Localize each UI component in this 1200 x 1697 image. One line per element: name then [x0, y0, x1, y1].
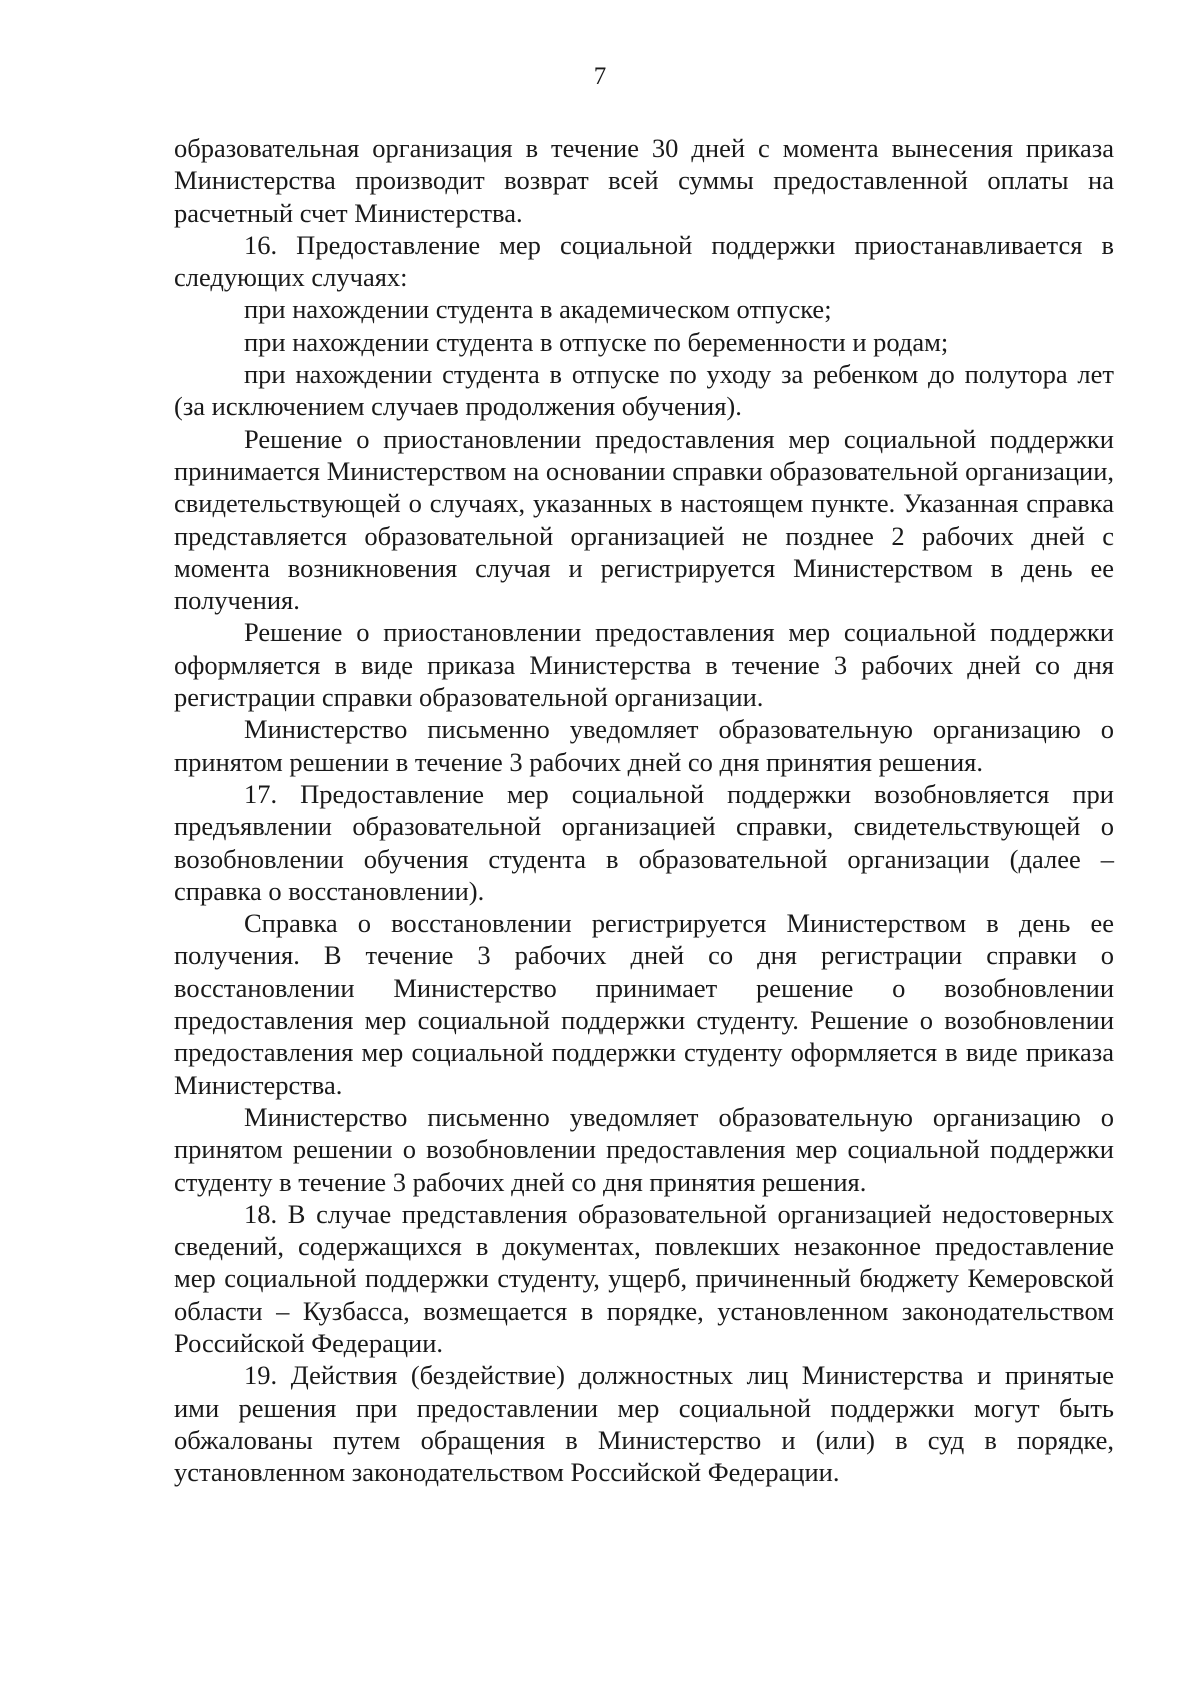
paragraph-continuation: образовательная организация в течение 30 дней с момента вынесения приказа Министерства производит возврат всей суммы предоставленной оплаты на расчетный счет Министерства.: [174, 133, 1114, 228]
paragraph-item-16: 16. Предоставление мер социальной поддержки приостанавливается в следующих случаях:: [174, 229, 1114, 293]
paragraph-item-17: 17. Предоставление мер социальной поддержки возобновляется при предъявлении образовательной организацией справки, свидетельствующей о возобновлении обучения студента в образовательной организации (далее – справка о восстановлении).: [174, 778, 1114, 906]
paragraph-restoration-notification: Министерство письменно уведомляет образовательную организацию о принятом решении о возобновлении предоставления мер социальной поддержки студенту в течение 3 рабочих дней со дня принятия решения.: [174, 1101, 1114, 1197]
paragraph-item-19: 19. Действия (бездействие) должностных лиц Министерства и принятые ими решения при предоставлении мер социальной поддержки могут быть обжалованы путем обращения в Министерство и (или) в суд в порядке, установленном законодательством Российской Федерации.: [174, 1360, 1114, 1488]
paragraph-suspension-notification: Министерство письменно уведомляет образовательную организацию о принятом решении в течение 3 рабочих дней со дня принятия решения.: [174, 714, 1114, 777]
paragraph-suspension-decision: Решение о приостановлении предоставления мер социальной поддержки принимается Министерством на основании справки образовательной организации, свидетельствующей о случаях, указанных в настоящем пункте. Указанная справка представляется образовательной организацией не позднее 2 рабочих дней с момента возникновения случая и регистрируется Министерством в день ее получения.: [174, 423, 1114, 616]
paragraph-suspension-order: Решение о приостановлении предоставления мер социальной поддержки оформляется в виде приказа Министерства в течение 3 рабочих дней со дня регистрации справки образовательной организации.: [174, 617, 1114, 713]
paragraph-restoration-certificate: Справка о восстановлении регистрируется Министерством в день ее получения. В течение 3 рабочих дней со дня регистрации справки о восстановлении Министерство принимает решение о возобновлении предоставления мер социальной поддержки студенту. Решение о возобновлении предоставления мер социальной поддержки студенту оформляется в виде приказа Министерства.: [174, 908, 1114, 1100]
document-body: [174, 132, 1114, 1488]
paragraph-item-18: 18. В случае представления образовательной организацией недостоверных сведений, содержащихся в документах, повлекших незаконное предоставление мер социальной поддержки студенту, ущерб, причиненный бюджету Кемеровской области – Кузбасса, возмещается в порядке, установленном законодательством Российской Федерации.: [174, 1198, 1114, 1358]
paragraph-case-maternity-leave: при нахождении студента в отпуске по беременности и родам;: [244, 326, 949, 357]
page-number: 7: [593, 63, 607, 90]
paragraph-case-academic-leave: при нахождении студента в академическом отпуске;: [244, 294, 832, 325]
paragraph-case-childcare-leave: при нахождении студента в отпуске по уходу за ребенком до полутора лет (за исключением случаев продолжения обучения).: [174, 359, 1114, 422]
